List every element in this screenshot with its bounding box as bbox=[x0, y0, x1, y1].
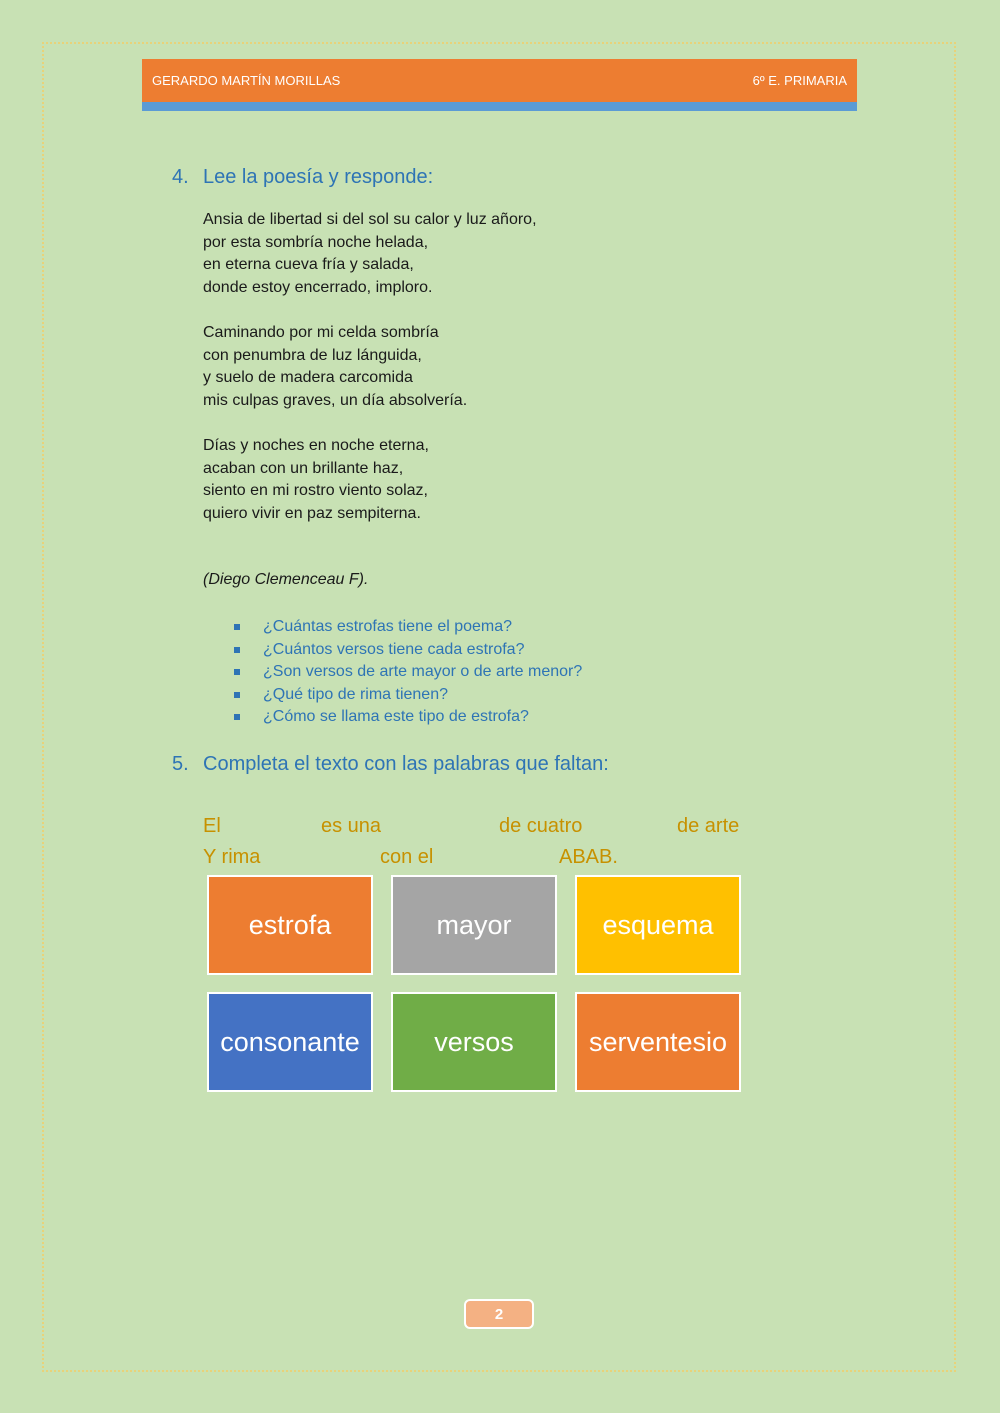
question-text: ¿Cuántos versos tiene cada estrofa? bbox=[263, 640, 525, 658]
question-item bbox=[232, 706, 582, 729]
sentence-fragment: El bbox=[203, 815, 221, 837]
word-tile-mayor[interactable]: mayor bbox=[391, 875, 557, 975]
bullet-icon bbox=[234, 624, 240, 630]
poem-line: Caminando por mi celda sombría bbox=[203, 323, 439, 341]
poem-stanza-2 bbox=[203, 322, 537, 412]
question-text: ¿Cómo se llama este tipo de estrofa? bbox=[263, 708, 529, 725]
poem-stanza-1 bbox=[203, 209, 537, 299]
section-5-heading bbox=[172, 753, 609, 776]
header-author: GERARDO MARTÍN MORILLAS bbox=[152, 73, 341, 88]
page-number: 2 bbox=[464, 1299, 534, 1329]
poem-stanza-3 bbox=[203, 435, 537, 525]
section-5-number: 5. bbox=[172, 753, 189, 775]
poem-line: acaban con un brillante haz, bbox=[203, 459, 404, 477]
question-item bbox=[232, 684, 582, 707]
header-stripe bbox=[142, 102, 857, 111]
section-4-heading bbox=[172, 166, 433, 189]
poem-line: donde estoy encerrado, imploro. bbox=[203, 278, 433, 296]
sentence-fragment: Y rima bbox=[203, 846, 261, 868]
word-tile-estrofa[interactable]: estrofa bbox=[207, 875, 373, 975]
sentence-fragment: es una bbox=[321, 815, 382, 837]
header-grade: 6º E. PRIMARIA bbox=[752, 73, 847, 88]
sentence-fragment: de cuatro bbox=[499, 815, 583, 837]
question-item bbox=[232, 639, 582, 662]
question-item bbox=[232, 616, 582, 639]
section-4-number: 4. bbox=[172, 166, 189, 188]
poem-line: quiero vivir en paz sempiterna. bbox=[203, 504, 421, 522]
poem-line: en eterna cueva fría y salada, bbox=[203, 256, 414, 274]
poem-line: Días y noches en noche eterna, bbox=[203, 436, 429, 454]
sentence-fragment: con el bbox=[380, 846, 434, 868]
poem-line: con penumbra de luz lánguida, bbox=[203, 346, 422, 364]
bullet-icon bbox=[234, 647, 240, 653]
poem-line: mis culpas graves, un día absolvería. bbox=[203, 391, 468, 409]
question-text: ¿Cuántas estrofas tiene el poema? bbox=[263, 618, 513, 635]
poem-line: y suelo de madera carcomida bbox=[203, 369, 413, 387]
question-text: ¿Qué tipo de rima tienen? bbox=[263, 685, 448, 703]
word-tile-versos[interactable]: versos bbox=[391, 992, 557, 1092]
poem-line: por esta sombría noche helada, bbox=[203, 233, 429, 251]
sentence-fragment: ABAB. bbox=[559, 846, 618, 868]
word-tile-consonante[interactable]: consonante bbox=[207, 992, 373, 1092]
word-tile-serventesio[interactable]: serventesio bbox=[575, 992, 741, 1092]
poem bbox=[203, 209, 537, 525]
poem-author: (Diego Clemenceau F). bbox=[203, 571, 369, 588]
section-5-title: Completa el texto con las palabras que faltan: bbox=[203, 753, 609, 775]
poem-line: siento en mi rostro viento solaz, bbox=[203, 482, 428, 500]
section-4-title: Lee la poesía y responde: bbox=[203, 166, 434, 188]
sentence-fragment: de arte bbox=[677, 815, 740, 837]
question-list bbox=[232, 616, 582, 729]
poem-line: Ansia de libertad si del sol su calor y luz añoro, bbox=[203, 211, 537, 228]
word-tile-esquema[interactable]: esquema bbox=[575, 875, 741, 975]
header-bar bbox=[142, 59, 857, 102]
bullet-icon bbox=[234, 669, 240, 675]
question-item bbox=[232, 661, 582, 684]
bullet-icon bbox=[234, 692, 240, 698]
question-text: ¿Son versos de arte mayor o de arte menor? bbox=[263, 663, 583, 680]
bullet-icon bbox=[234, 714, 240, 720]
